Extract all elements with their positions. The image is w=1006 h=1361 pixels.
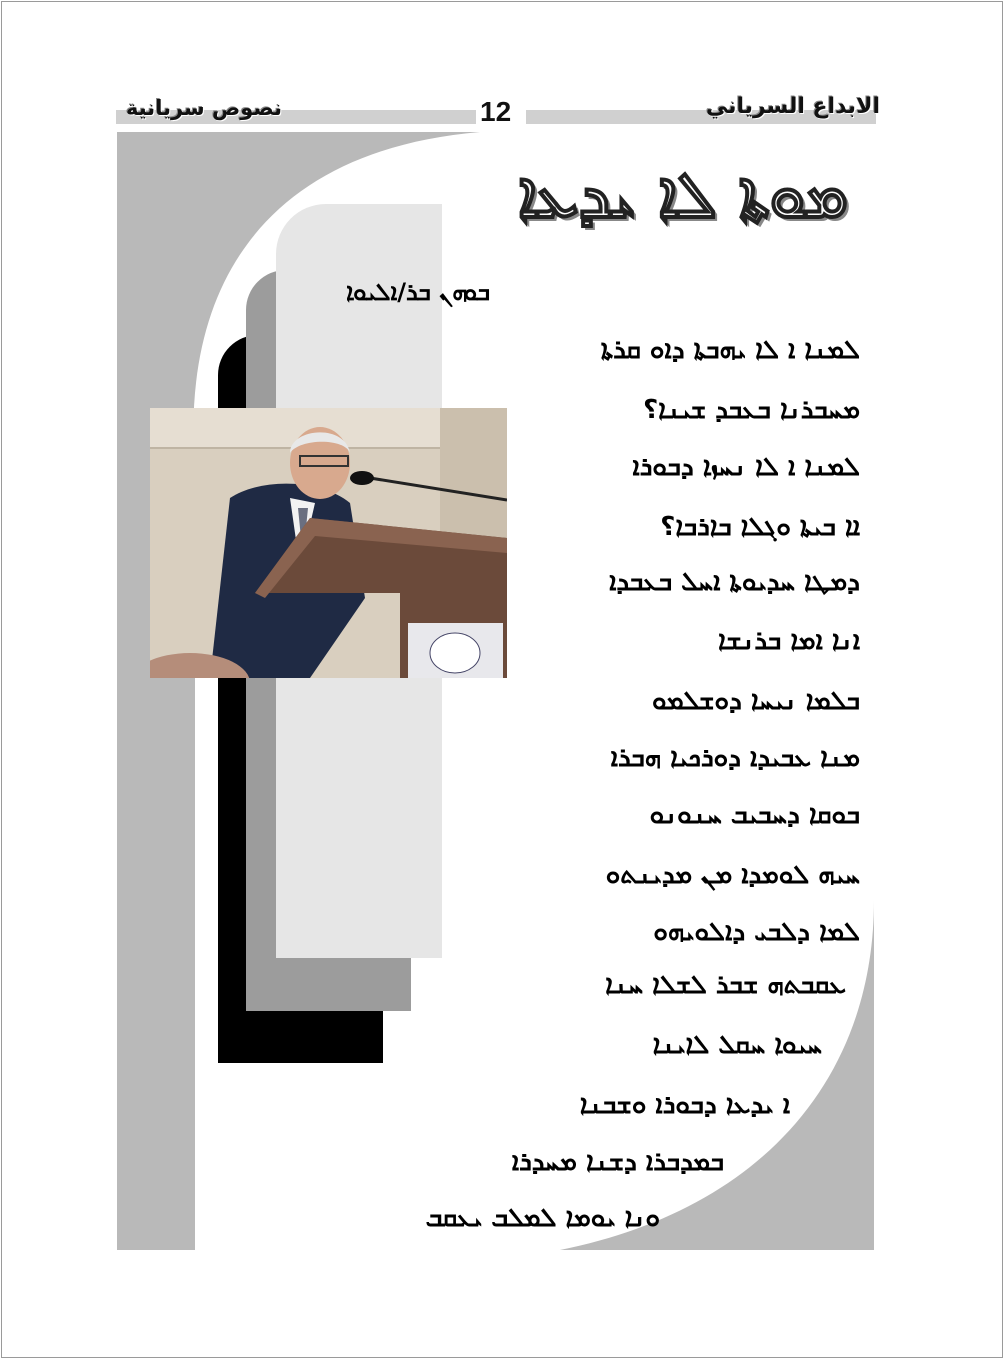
poem-line: ܚܝܗ ܠܘܡܕܐ ܡܢ ܡܕܝܢܬܘ — [605, 860, 860, 890]
poem-line: ܥܩܒܬܗ ܫܒܪ ܠܫܠܐ ܚܢܐ — [605, 970, 846, 1000]
poem-line: ܡܚܒܪܢܐ ܒܥܒܕ ܫܝܢܐ؟ — [643, 395, 860, 425]
poem-title: ܡܘܬܐ ܠܐ ܝܕܥܐ — [517, 158, 848, 233]
speaker-photo — [150, 408, 507, 678]
poem-line: ܕܡܛܐ ܚܕܝܘܬܐ ܐܚܠ ܒܥܒܕܐ — [609, 567, 860, 597]
poem-line: ܐ ܝܕܥܐ ܕܒܘܪܐ ܘܫܒܢܐ — [579, 1090, 790, 1120]
poem-author: ܒܘܗܢ ܒܪ/ܐܠܝܘܐ — [345, 278, 490, 306]
poem-line: ܒܡܕܒܪܐ ܕܫܢܐ ܡܚܕܪܐ — [511, 1147, 724, 1177]
section-name: نصوص سريانية — [126, 96, 282, 120]
speaker-at-podium-photo-icon — [150, 408, 507, 678]
page-number: 12 — [480, 96, 512, 127]
poem-line: ܐܐ ܒܝܬܐ ܘܓܠܐ ܒܐܪܒܐ؟ — [660, 512, 860, 542]
poem-line: ܘܢܐ ܝܘܡܐ ܠܡܠܒ ܝܥܩܒ — [425, 1203, 660, 1233]
poem-line: ܚܝܘܐ ܚܩܠ ܠܐܝܢܐ — [652, 1030, 822, 1060]
poem-line: ܒܠܡܐ ܢܝܚܐ ܕܘܫܠܡܘ — [651, 686, 860, 716]
poem-line: ܡܢܐ ܥܒܝܕܐ ܕܘܪܟܝܐ ܗܒܪܐ — [610, 743, 860, 773]
magazine-name: الابداع السرياني — [705, 94, 880, 119]
poem-line: ܠܡܢܐ ܐ ܠܐ ܝܗܒܬܐ ܕܐܘ ܩܪܬܐ — [600, 335, 860, 365]
poem-line: ܐܢܐ ܐܡܐ ܒܪܢܫܐ — [718, 626, 860, 656]
poem-line: ܠܡܢܐ ܐ ܠܐ ܢܚܙܐ ܕܒܘܪܐ — [632, 452, 860, 482]
poem-line: ܠܡܐ ܕܠܒܝ ܕܐܠܘܝܗܘ — [653, 917, 860, 947]
poem-line: ܒܘܩܐ ܕܚܒܝܒ ܚܢܘܢܘ — [649, 800, 860, 830]
